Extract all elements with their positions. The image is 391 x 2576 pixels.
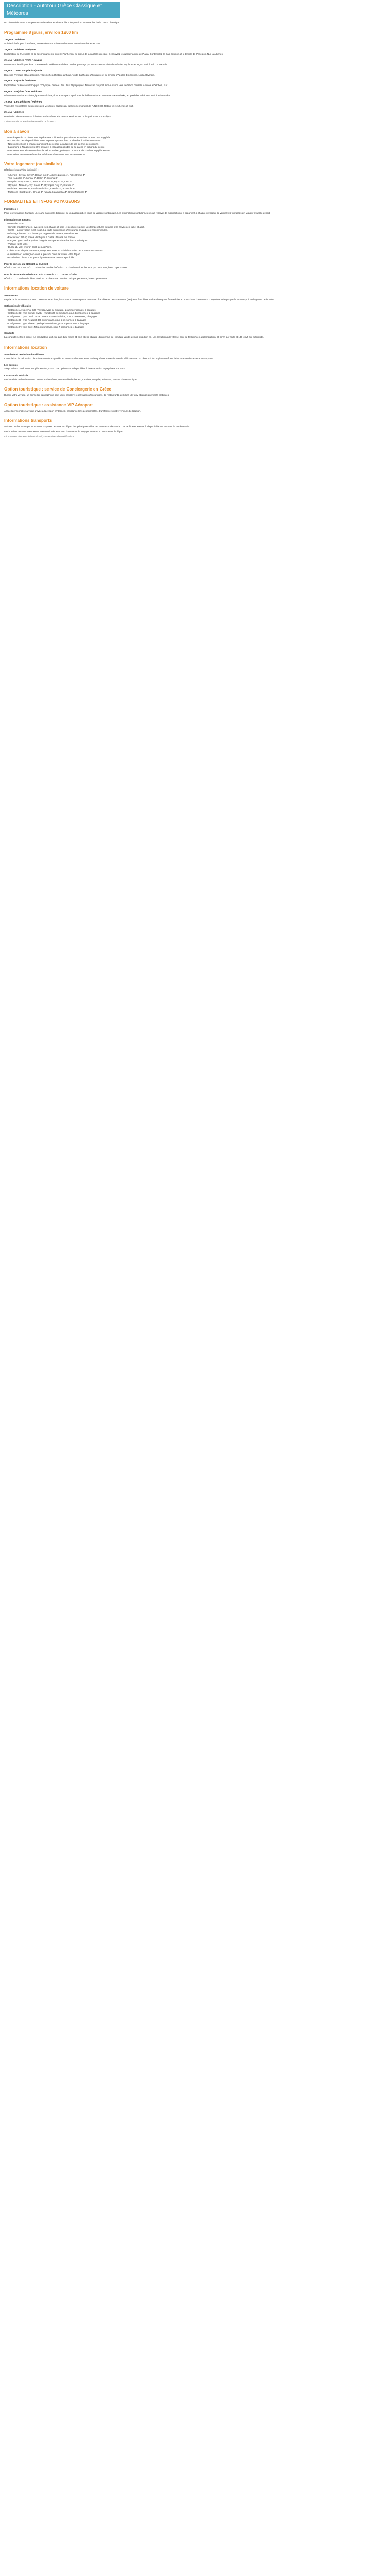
day-text: Exploration de l'Acropole et de ses monuments, dont le Parthénon, au cœur de la capitale grecque. Découvrez le quartier animé de Plaka. Contemplez le Cap Sounion et le temple de Poséidon. Nuit à Athènes. — [4, 53, 224, 56]
pratiques-subheading: Informations pratiques : — [4, 218, 31, 221]
pratique-item: • Voltage : 220 volts — [7, 243, 387, 246]
page-title: Description - Autotour Grèce Classique et Météores — [4, 2, 120, 18]
unesco-note: * Sites inscrits au Patrimoine Mondial de l'Unesco. — [4, 120, 57, 123]
hotel-item: • Nauplie : Amymone 3*, Park 3*, Victoria 3*, Byron 3*, Leto 3* — [7, 180, 387, 184]
option-conciergerie-heading: Option touristique : service de Conciergerie en Grèce — [4, 387, 111, 392]
bon-a-savoir-item: • En fonction des disponibilités, votre logement pourra être proche des localités suivantes. — [7, 139, 387, 143]
page — [0, 0, 391, 440]
hotel-item: • Delphes : Hermes 3*, Amalia Delphi 4*, Kastalia 3*, Acropole 3* — [7, 187, 387, 191]
day-text: Visite des monastères suspendus des Météores, classés au patrimoine mondial de l'UNESCO. Retour vers Athènes et nuit. — [4, 105, 134, 108]
pratique-item: • Santé : aucun vaccin n'est exigé. La carte européenne d'assurance maladie est recommandée. — [7, 229, 387, 232]
pratique-item: • Climat : méditerranéen, avec des étés chauds et secs et des hivers doux. Les températures peuvent être élevées en juillet et août. — [7, 226, 387, 229]
category-item: • Catégorie D : type Peugeot 308 ou similaire, pour 5 personnes, 3 bagages — [7, 319, 387, 323]
program-heading: Programme 8 jours, environ 1200 km — [4, 30, 78, 35]
pratique-item: • Pourboires : ils ne sont pas obligatoires mais restent appréciés. — [7, 256, 387, 260]
hotel-item: • Athènes : Crystal City 3*, Dorian Inn 3*, Athens Zafolia 4*, Polis Grand 4* — [7, 174, 387, 177]
formalites-heading: FORMALITES ET INFOS VOYAGEURS — [4, 199, 80, 205]
assurances-text: Le prix de la location comprend l'assurance au tiers, l'assurance dommages (CDW) avec franchise et l'assurance vol (TP) avec franchise. La franchise peut être réduite en souscrivant l'assurance complémentaire proposée au comptoir de l'agence de location. — [4, 298, 275, 301]
category-item: • Catégorie B : type Suzuki Swift / Hyundai i20 ou similaire, pour 4 personnes, 2 bagages — [7, 312, 387, 315]
program-days — [4, 39, 387, 119]
livraison-text: Les localités de livraison sont : aéroport d'Athènes, centre-ville d'Athènes, Le Pirée, Nauplie, Kalamata, Patras, Thessalonique. — [4, 378, 137, 381]
day-text: Direction l'Arcadie et Mégalopolis, villes riches d'histoire antique. Visite du théâtre d'Épidaure et du temple d'Apollon Epicourios. Nuit à Olympie. — [4, 73, 155, 76]
pratique-item: • Ambassade : renseignez-vous auprès du consulat avant votre départ. — [7, 253, 387, 257]
category-item: • Catégorie E : type Nissan Qashqai ou similaire, pour 5 personnes, 4 bagages — [7, 322, 387, 326]
day-text: Restitution de votre voiture à l'aéroport d'Athènes. Fin de nos services ou prolongation de votre séjour. — [4, 115, 112, 118]
conduite-subheading: Conduite — [4, 332, 14, 335]
transport-heading: Informations transports — [4, 418, 52, 423]
bon-a-savoir-item: • Les routes sont sinueuses dans le Péloponnèse ; prévoyez un temps de conduite supplémentaire. — [7, 149, 387, 153]
transport-text-2: Les horaires des vols vous seront communiqués avec vos documents de voyage, environ 10 jours avant le départ. — [4, 430, 124, 433]
hotel-item: • Tolo : Apollon 3*, Minoa 3*, Dolfin 3*, Sophia 3* — [7, 177, 387, 180]
day-heading: 8e jour : Athènes — [4, 111, 24, 114]
livraison-subheading: Livraison du véhicule — [4, 374, 28, 377]
category-item: • Catégorie C : type Opel Corsa / Seat Ibiza ou similaire, pour 4 personnes, 3 bagages — [7, 315, 387, 319]
validity2-heading: Pour la période du 01/11/23 au 31/03/24 et du 01/11/24 au 31/12/24 — [4, 273, 77, 276]
formalites-text: Pour les voyageurs français, une carte nationale d'identité ou un passeport en cours de validité sont requis. Les informations sont données sous réserve de modifications. Il appartient à chaque voyageur de vérifier les formalités en vigueur avant le départ. — [4, 212, 271, 214]
categories-list — [4, 309, 387, 329]
assurances-subheading: Assurances — [4, 294, 18, 297]
options-text: Siège enfant, conducteur supplémentaire, GPS : ces options sont disponibles à la réservation et payables sur place. — [4, 367, 126, 370]
day-text: Exploration du site archéologique d'Olympie, berceau des Jeux Olympiques. Traversée du pont Rion-Antirion vers la Grèce centrale. Arrivée à Delphes, nuit. — [4, 83, 168, 87]
day-heading: 3e jour : Athènes / Tolo / Nauplie — [4, 59, 43, 62]
day-heading: 2e jour : Athènes - Delphes — [4, 48, 36, 52]
day-text: Découverte du site archéologique de Delphes, dont le temple d'Apollon et le théâtre antique. Route vers Kalambaka, au pied des Météores. Nuit à Kalambaka. — [4, 94, 171, 97]
hotel-list — [4, 174, 387, 194]
pratique-item: • Langue : grec. Le français et l'anglais sont parlés dans les lieux touristiques. — [7, 239, 387, 243]
info-location-heading: Informations location — [4, 345, 47, 350]
category-item: • Catégorie F : type Opel Zafira ou similaire, pour 7 personnes, 4 bagages — [7, 326, 387, 329]
pratique-item: • Téléphone : depuis la France, composez le 00 30 suivi du numéro de votre correspondant. — [7, 249, 387, 253]
hotel-heading: Votre logement (ou similaire) — [4, 162, 62, 167]
location-heading: Informations location de voiture — [4, 286, 69, 291]
bon-a-savoir-list — [4, 136, 387, 157]
validity-text: Hôtel 3* du 01/04 au 31/10 : 1 chambre double / Hôtel 4* : 3 chambres doubles. Prix par personne, base 2 personnes. — [4, 266, 128, 269]
validity2-text: Hôtel 3* : 1 chambre double / Hôtel 4* : 3 chambres doubles. Prix par personne, base 2 personnes. — [4, 277, 108, 280]
day-text: Arrivée à l'aéroport d'Athènes, remise de votre voiture de location. Direction Athènes et nuit. — [4, 42, 101, 45]
bon-a-savoir-item: • La parking à Nauplie peut être payant ; il est aussi possible de se garer en dehors du centre. — [7, 146, 387, 149]
day-heading: 5e jour : Olympie / Delphes — [4, 80, 36, 83]
penalites-text: L'annulation de la location de voiture doit être signalée au moins 48 heures avant la date prévue. La restitution du véhicule avec un réservoir incomplet entraînera la facturation du carburant manquant. — [4, 357, 214, 360]
hotel-item: • Olympie : Neda 3*, Arty Grand 4*, Olympion Asty 4*, Europa 4* — [7, 184, 387, 188]
pratique-item: • Monnaie : Euro — [7, 222, 387, 226]
option-conciergerie-text: Durant votre voyage, un conseiller francophone peut vous assister : réservations d'excursions, de restaurants, de billets de ferry et renseignements pratiques. — [4, 394, 170, 397]
day-heading: 7e jour : Les Météores / Athènes — [4, 100, 42, 104]
hotel-item: • Météores : Kastraki 3*, Orfeas 3*, Amalia Kalambaka 4*, Grand Meteora 4* — [7, 191, 387, 194]
categories-subheading: Catégories de véhicules — [4, 304, 31, 308]
option-vip-heading: Option touristique : assistance VIP Aéroport — [4, 402, 93, 408]
conduite-text: La conduite se fait à droite. Le conducteur doit être âgé d'au moins 21 ans et être titulaire d'un permis de conduire valide depuis plus d'un an. Les limitations de vitesse sont de 50 km/h en agglomération, 90 km/h sur route et 130 km/h sur autoroute. — [4, 336, 264, 339]
hotel-intro: Hôtels prévus (d'hôte indicatifs) : — [4, 168, 39, 172]
footer-note: Informations données à titre indicatif, susceptibles de modifications. — [4, 435, 75, 438]
bon-a-savoir-item: • Nous conseillons à chaque participant de vérifier la validité de son permis de conduire. — [7, 143, 387, 146]
bon-a-savoir-item: • Les visites des monastères des Météores nécessitent une tenue correcte. — [7, 153, 387, 157]
transport-text: Vols non inclus. Nous pouvons vous proposer des vols au départ des principales villes de France sur demande. Les tarifs sont soumis à disponibilité au moment de la réservation. — [4, 425, 191, 428]
pratique-item: • Décalage horaire : + 1 heure par rapport à la France, toute l'année. — [7, 232, 387, 236]
options-subheading: Les options — [4, 363, 18, 366]
intro-text: Un circuit éducateur vous permettra de visiter les sites et lieux les plus incontournables de la Grèce Classique. — [4, 21, 120, 24]
validity-heading: Pour la période du 01/04/23 au 31/10/23 — [4, 262, 48, 265]
day-heading: 4e jour : Tolo / Nauplie / Olympie — [4, 70, 43, 73]
penalites-subheading: Annulation / restitution du véhicule — [4, 353, 44, 356]
day-heading: 6e jour : Delphes / Les Météores — [4, 90, 42, 93]
day-heading: 1er jour : Athènes — [4, 38, 25, 41]
option-vip-text: Accueil personnalisé à votre arrivée à l'aéroport d'Athènes, assistance lors des formalités, transfert vers votre véhicule de location. — [4, 409, 141, 412]
bon-a-savoir-heading: Bon à savoir — [4, 129, 30, 134]
formalites-subheading: Formalités : — [4, 208, 18, 211]
bon-a-savoir-item: • Les étapes de ce circuit sont impératives. L'itinéraire quotidien et les visites ne sont que suggérés. — [7, 136, 387, 140]
category-item: • Catégorie A : type Fiat 500 / Toyota Aygo ou similaire, pour 2 personnes, 2 bagages — [7, 309, 387, 312]
pratiques-list — [4, 222, 387, 260]
day-text: Partez vers le Péloponnèse. Traversée du célèbre canal de Corinthe, passage par les anciennes cités de Némée, Mycènes et Argos. Nuit à Tolo ou Nauplie. — [4, 63, 168, 66]
pratique-item: • Durée du vol : environ 3h30 depuis Paris. — [7, 246, 387, 249]
pratique-item: • Électricité : 220 V, prises identiques à celles utilisées en France. — [7, 236, 387, 240]
